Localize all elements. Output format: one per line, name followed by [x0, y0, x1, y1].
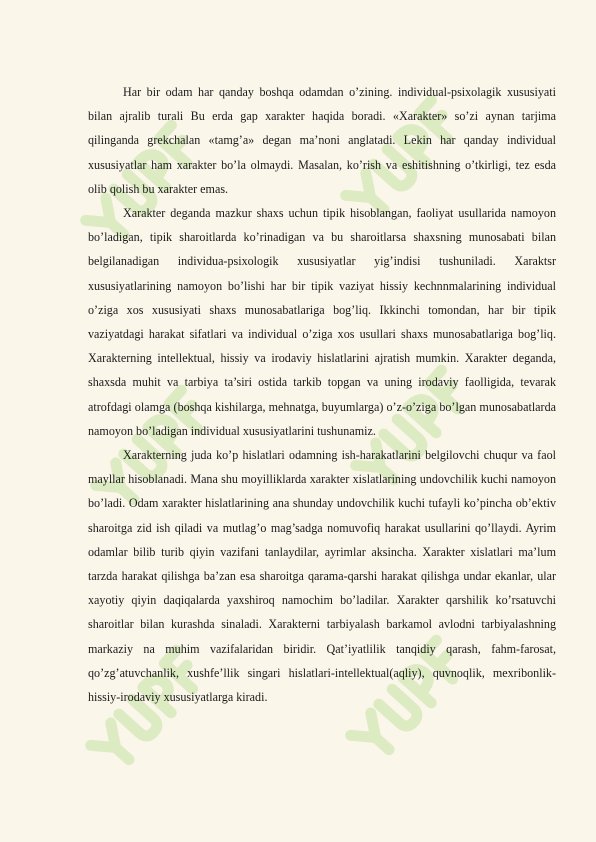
- paragraph: Har bir odam har qanday boshqa odamdan o’zining. individual-psixolagik xususiyati bilan ajralib turali Bu erda gap xarakter haqida boradi. «Xarakter» so’zi aynan tarjima qilinganda grekchalan «tamg’a» degan ma’noni anglatadi. Lekin har qanday individual xususiyatlar ham xarakter bo’la olmaydi. Masalan, ko’rish va eshitishning o’tkirligi, tez esda olib qolish bu xarakter emas.: [88, 85, 556, 196]
- paragraph: Xarakterning juda ko’p hislatlari odamning ish-harakatlarini belgilovchi chuqur va faol mayllar hisoblanadi. Mana shu moyilliklarda xarakter xislatlarining undovchilik kuchi namoyon bo’ladi. Odam xarakter hislatlarining ana shunday undovchilik kuchi tufayli ko’pincha ob’ektiv sharoitga zid ish qiladi va mutlag’o mag’sadga nomuvofiq harakat usullarini qo’llaydi. Ayrim odamlar bilib turib qiyin vazifani tanlaydilar, ayrimlar aksincha. Xarakter xislatlari ma’lum tarzda harakat qilishga ba’zan esa sharoitga qarama-qarshi harakat qilishga undar ekanlar, ular xayotiy qiyin daqiqalarda yaxshiroq namochim bo’ladilar. Xarakter qarshilik ko’rsatuvchi sharoitlar bilan kurashda sinaladi. Xarakterni tarbiyalash barkamol avlodni tarbiyalashning markaziy na muhim vazifalaridan biridir. Qat’iyatlilik tanqidiy qarash, fahm-farosat, qo’zg’atuvchanlik, xushfe’llik singari hislatlari-intellektual(aqliy), quvnoqlik, mexribonlik-hissiy-irodaviy xususiyatlarga kiradi.: [88, 448, 556, 705]
- document-body: [88, 80, 556, 709]
- paragraph: Xarakter deganda mazkur shaxs uchun tipik hisoblangan, faoliyat usullarida namoyon bo’ladigan, tipik sharoitlarda ko’rinadigan va bu sharoitlarsa shaxsning munosabati bilan belgilanadigan individua-psixologik xususiyatlar yig’indisi tushuniladi. Xaraktsr xususiyatlarining namoyon bo’lishi har bir tipik vaziyat hissiy kechnnmalarining individual o’ziga xos xususiyati shaxs munosabatlariga bog’liq. Ikkinchi tomondan, har bir tipik vaziyatdagi harakat sifatlari va individual o’ziga xos usullari shaxs munosabatlariga bog’liq. Xarakterning intellektual, hissiy va irodaviy hislatlarini ajratish mumkin. Xarakter deganda, shaxsda muhit va tarbiya ta’siri ostida tarkib topgan va uning irodaviy faolligida, tevarak atrofdagi olamga (boshqa kishilarga, mehnatga, buyumlarga) o’z-o’ziga bo’lgan munosabatlarda namoyon bo’ladigan individual xususiyatlarini tushunamiz.: [88, 206, 556, 438]
